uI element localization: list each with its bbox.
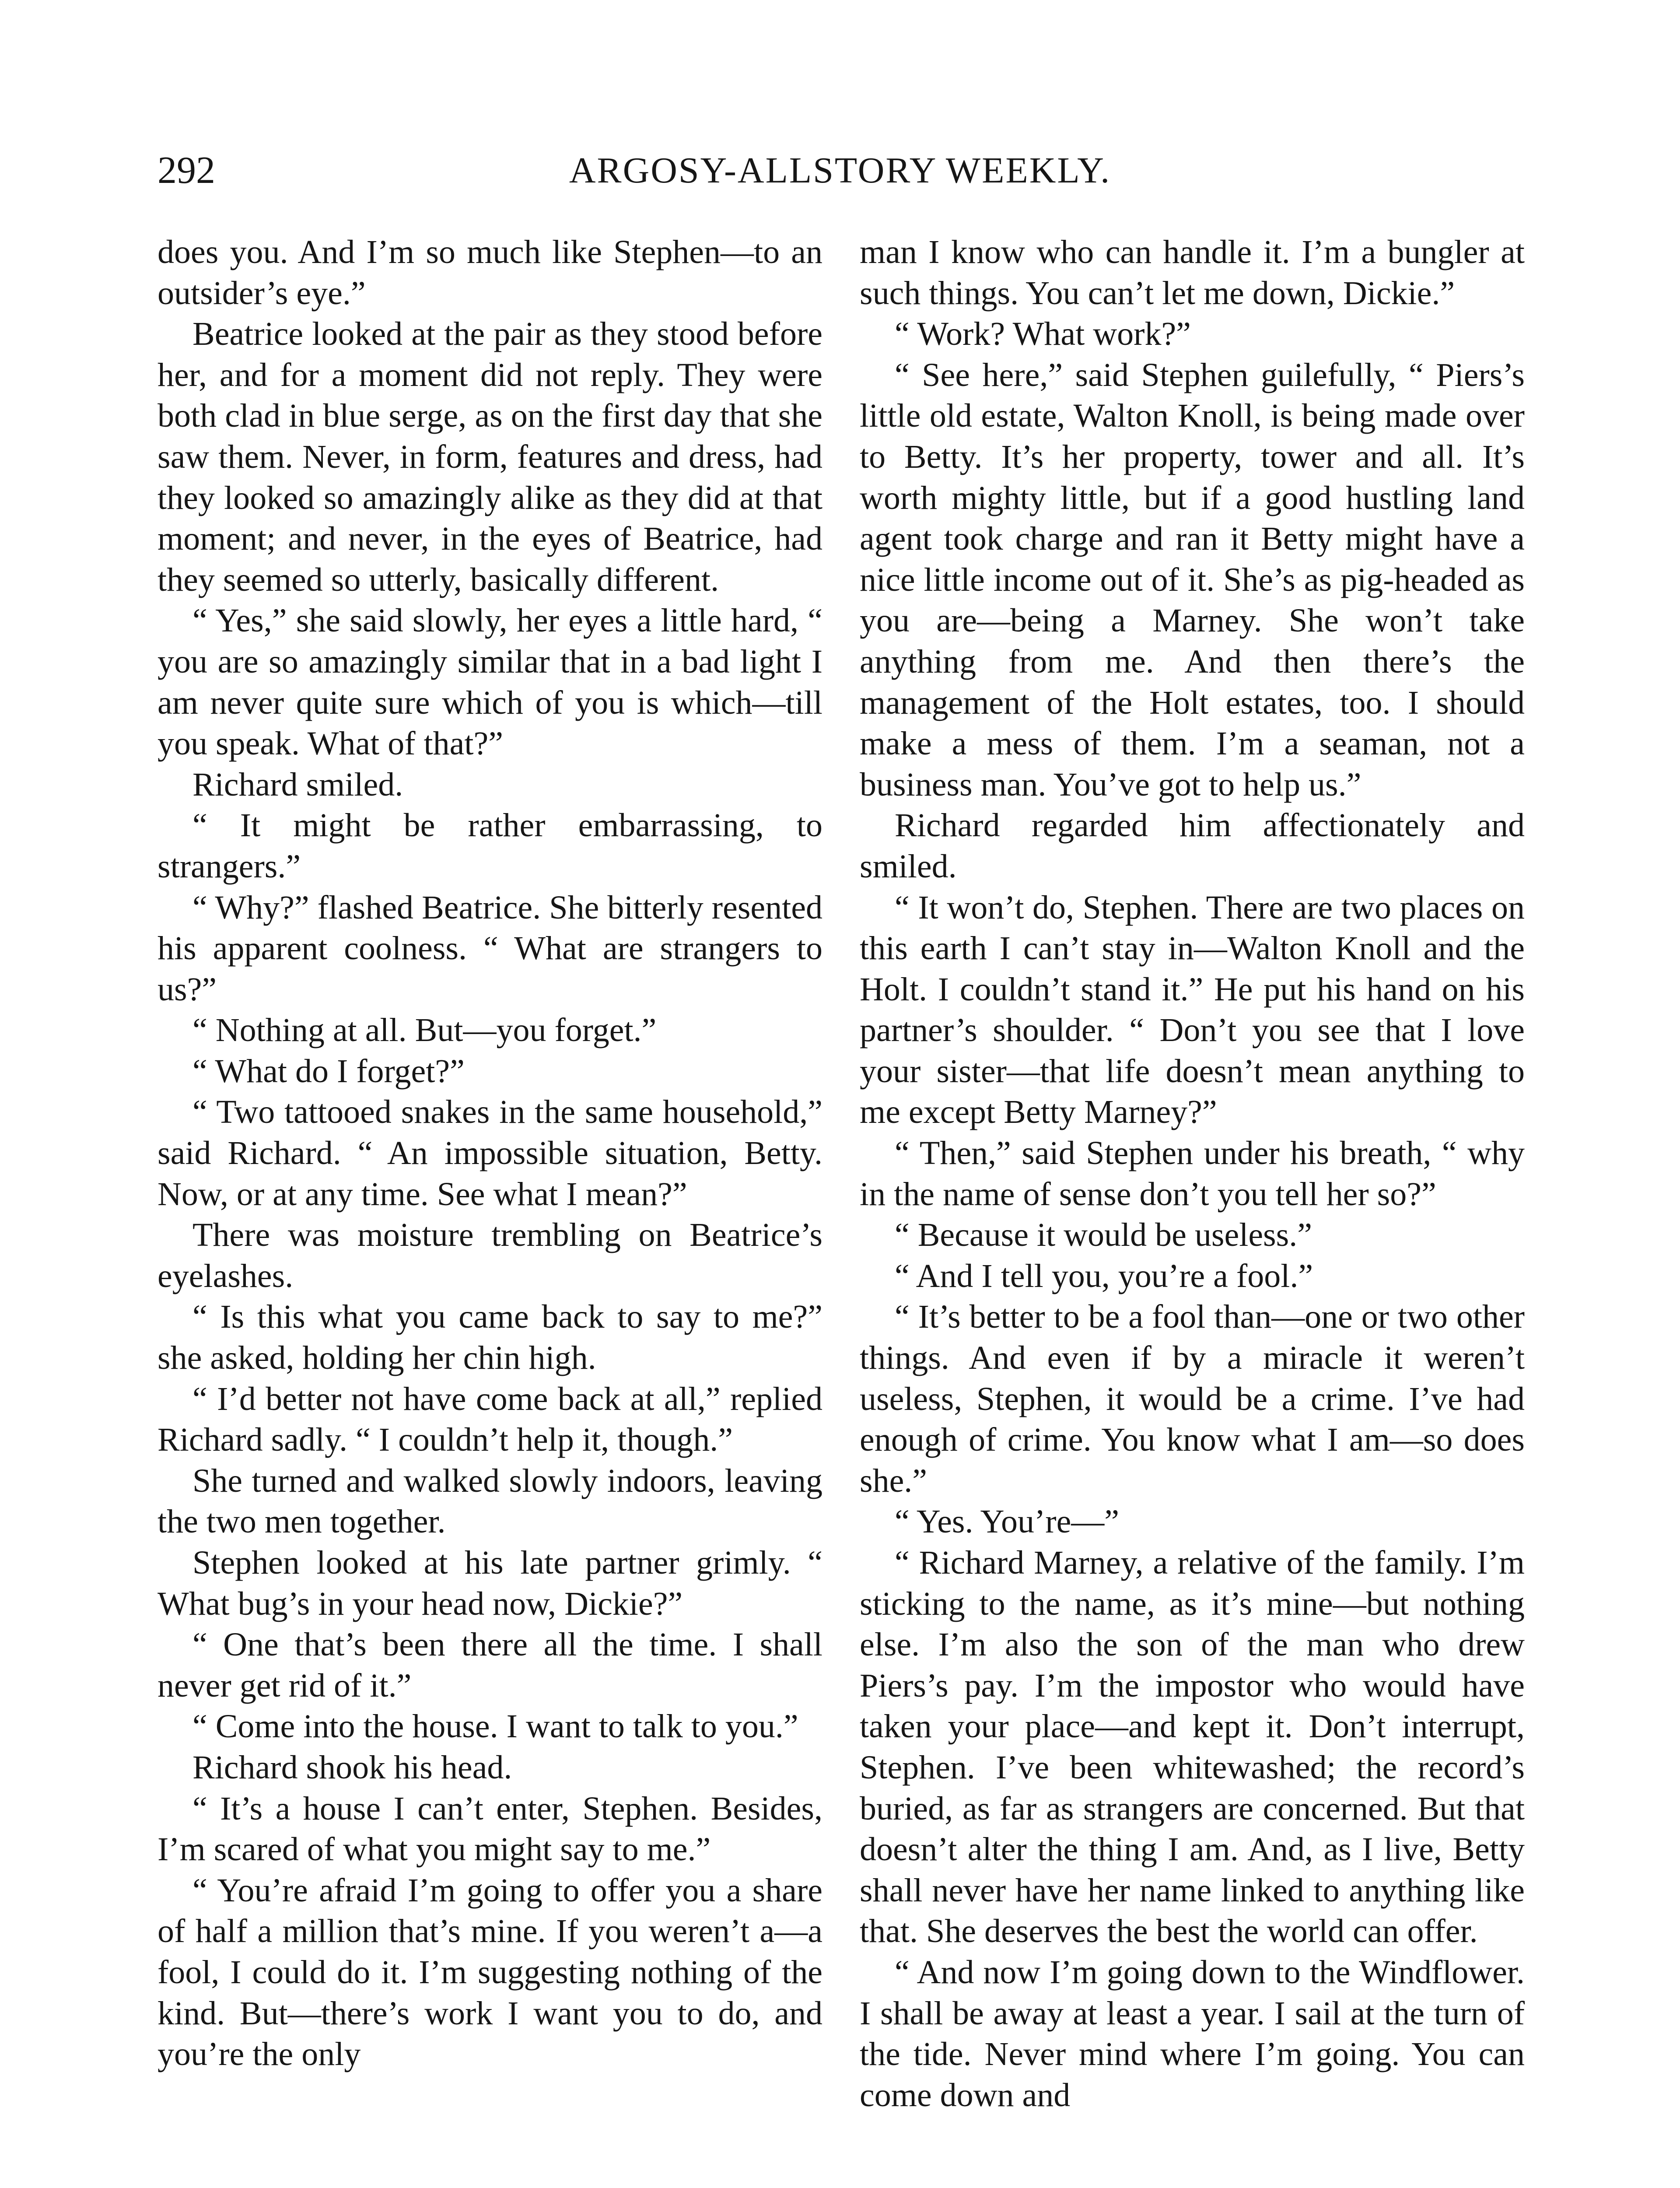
paragraph: There was moisture trembling on Beatrice’s eyelashes. [158,1217,822,1294]
paragraph: “ It’s better to be a fool than—one or two other things. And even if by a miracle it weren’t useless, Stephen, it would be a crime. I’ve had enough of crime. You know what I am—so does she.” [860,1298,1525,1499]
paragraph: “ Two tattooed snakes in the same household,” said Richard. “ An impossible situation, Betty. Now, or at any time. See what I mean?” [158,1094,822,1213]
paragraph: “ Yes. You’re—” [895,1503,1120,1540]
paragraph: Stephen looked at his late partner grimly. “ What bug’s in your head now, Dickie?” [158,1544,822,1622]
paragraph: “ Work? What work?” [895,316,1191,353]
paragraph: Richard shook his head. [192,1749,512,1786]
paragraph: “ One that’s been there all the time. I shall never get rid of it.” [158,1626,822,1704]
paragraph: “ Richard Marney, a relative of the family. I’m sticking to the name, as it’s mine—but nothing else. I’m also the son of the man who drew Piers’s pay. I’m the impostor who would have taken your place—and kept it. Don’t interrupt, Stephen. I’ve been whitewashed; the record’s buried, as far as strangers are concerned. But that doesn’t alter the thing I am. And, as I live, Betty shall never have her name linked to anything like that. She deserves the best the world can offer. [860,1544,1525,1950]
paragraph: “ Why?” flashed Beatrice. She bitterly resented his apparent coolness. “ What are strangers to us?” [158,889,822,1008]
paragraph: “ Then,” said Stephen under his breath, “ why in the name of sense don’t you tell her so?” [860,1135,1525,1213]
right-column [860,232,1525,2116]
paragraph: “ And now I’m going down to the Windflower. I shall be away at least a year. I sail at the turn of the tide. Never mind where I’m going. You can come down and [860,1953,1525,2114]
paragraph: Richard smiled. [192,766,403,803]
page-number: 292 [158,149,215,192]
page-header [0,144,1680,197]
paragraph: “ See here,” said Stephen guilefully, “ Piers’s little old estate, Walton Knoll, is being made over to Betty. It’s her property, tower and all. It’s worth mighty little, but if a good hustling land agent took charge and ran it Betty might have a nice little income out of it. She’s as pig-headed as you are—being a Marney. She won’t take anything from me. And then there’s the management of the Holt estates, too. I should make a mess of them. I’m a seaman, not a business man. You’ve got to help us.” [860,356,1525,803]
paragraph: “ I’d better not have come back at all,” replied Richard sadly. “ I couldn’t help it, though.” [158,1380,822,1459]
paragraph: “ It’s a house I can’t enter, Stephen. Besides, I’m scared of what you might say to me.” [158,1790,822,1868]
paragraph: “ Yes,” she said slowly, her eyes a little hard, “ you are so amazingly similar that in a bad light I am never quite sure which of you is which—till you speak. What of that?” [158,602,822,762]
paragraph: “ It might be rather embarrassing, to strangers.” [158,807,822,885]
paragraph: “ It won’t do, Stephen. There are two places on this earth I can’t stay in—Walton Knoll and the Holt. I couldn’t stand it.” He put his hand on his partner’s shoulder. “ Don’t you see that I love your sister—that life doesn’t mean anything to me except Betty Marney?” [860,889,1525,1131]
paragraph: “ Because it would be useless.” [895,1217,1312,1254]
paragraph: She turned and walked slowly indoors, leaving the two men together. [158,1462,822,1540]
running-title: ARGOSY-ALLSTORY WEEKLY. [569,150,1111,191]
left-column [158,232,822,2075]
paragraph: “ You’re afraid I’m going to offer you a share of half a million that’s mine. If you weren’t a—a fool, I could do it. I’m suggesting nothing of the kind. But—there’s work I want you to do, and you’re the only [158,1872,822,2073]
paragraph: “ And I tell you, you’re a fool.” [895,1257,1313,1294]
paragraph: Beatrice looked at the pair as they stood before her, and for a moment did not reply. They were both clad in blue serge, as on the first day that she saw them. Never, in form, features and dress, had they looked so amazingly alike as they did at that moment; and never, in the eyes of Beatrice, had they seemed so utterly, basically different. [158,316,822,598]
paragraph: does you. And I’m so much like Stephen—to an outsider’s eye.” [158,234,822,312]
paragraph: “ Come into the house. I want to talk to you.” [192,1708,798,1745]
paragraph: “ What do I forget?” [192,1052,465,1090]
paragraph: man I know who can handle it. I’m a bungler at such things. You can’t let me down, Dickie.” [860,234,1525,312]
paragraph: “ Nothing at all. But—you forget.” [192,1012,657,1049]
paragraph: Richard regarded him affectionately and smiled. [860,807,1525,885]
paragraph: “ Is this what you came back to say to me?” she asked, holding her chin high. [158,1298,822,1377]
